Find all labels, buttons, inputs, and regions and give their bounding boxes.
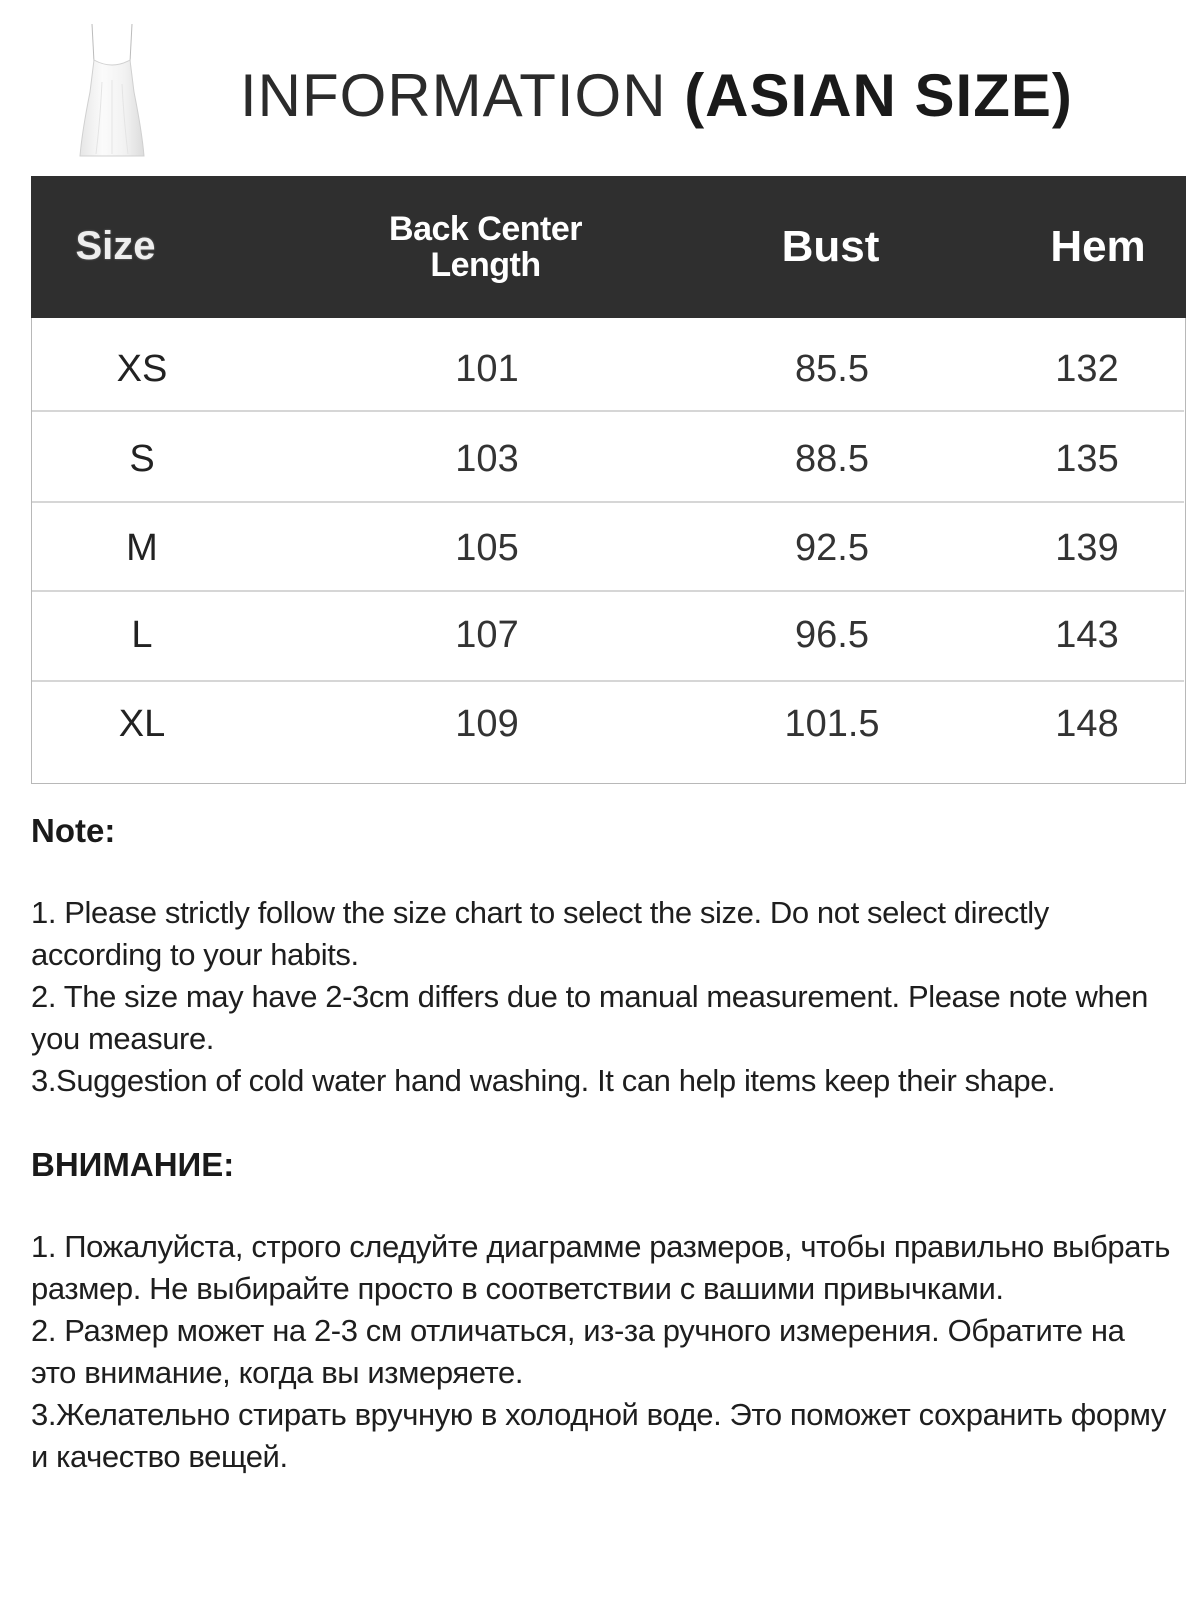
table-row [32, 512, 1184, 584]
white-slip-dress-icon [72, 22, 152, 160]
cell-bust: 85.5 [795, 347, 869, 390]
row-divider [32, 410, 1184, 412]
page-header [0, 0, 1200, 170]
row-divider [32, 501, 1184, 503]
cell-back-center-length: 103 [455, 437, 519, 480]
table-row [32, 333, 1184, 405]
note-ru-1: 1. Пожалуйста, строго следуйте диаграмме размеров, чтобы правильно выбрать размер. Не выбирайте просто в соответствии с вашими привычками. [31, 1229, 1170, 1306]
note-en-2: 2. The size may have 2-3cm differs due to manual measurement. Please note when you measure. [31, 979, 1148, 1056]
cell-back-center-length: 109 [455, 702, 519, 745]
row-divider [32, 680, 1184, 682]
cell-back-center-length: 107 [455, 613, 519, 656]
table-row [32, 599, 1184, 671]
spacer [31, 1102, 1171, 1142]
column-header-size: Size [75, 224, 156, 268]
notes-section [31, 808, 1171, 1478]
column-header-bust: Bust [781, 221, 880, 271]
column-header-hem: Hem [1050, 221, 1146, 271]
cell-size: S [129, 437, 155, 480]
note-ru-3: 3.Желательно стирать вручную в холодной воде. Это поможет сохранить форму и качество вещей. [31, 1397, 1166, 1474]
cell-hem: 132 [1055, 347, 1119, 390]
note-ru-2: 2. Размер может на 2-3 см отличаться, из-за ручного измерения. Обратите на это внимание, когда вы измеряете. [31, 1313, 1125, 1390]
cell-size: L [131, 613, 153, 656]
cell-hem: 148 [1055, 702, 1119, 745]
page-title [240, 58, 1073, 134]
size-chart-table [31, 176, 1186, 784]
spacer [31, 1188, 1171, 1226]
row-divider [32, 590, 1184, 592]
note-en-3: 3.Suggestion of cold water hand washing. It can help items keep their shape. [31, 1063, 1056, 1098]
cell-bust: 101.5 [784, 702, 880, 745]
cell-back-center-length: 101 [455, 347, 519, 390]
cell-size: M [126, 526, 158, 569]
note-en-1: 1. Please strictly follow the size chart to select the size. Do not select directly according to your habits. [31, 895, 1049, 972]
cell-hem: 139 [1055, 526, 1119, 569]
table-row [32, 423, 1184, 495]
spacer [31, 854, 1171, 892]
cell-hem: 143 [1055, 613, 1119, 656]
title-size-system: (ASIAN SIZE) [684, 62, 1073, 129]
title-text: INFORMATION [240, 62, 685, 129]
notes-ru-heading: ВНИМАНИЕ: [31, 1146, 235, 1183]
cell-size: XS [116, 347, 168, 390]
notes-en-heading: Note: [31, 812, 116, 849]
table-header [31, 176, 1186, 318]
column-header-back-center: Back Center [389, 209, 582, 248]
column-header-back-center-length [351, 176, 621, 318]
column-header-length: Length [430, 245, 541, 284]
cell-bust: 88.5 [795, 437, 869, 480]
cell-back-center-length: 105 [455, 526, 519, 569]
cell-hem: 135 [1055, 437, 1119, 480]
cell-size: XL [118, 702, 166, 745]
cell-bust: 96.5 [795, 613, 869, 656]
cell-bust: 92.5 [795, 526, 869, 569]
table-row [32, 688, 1184, 760]
